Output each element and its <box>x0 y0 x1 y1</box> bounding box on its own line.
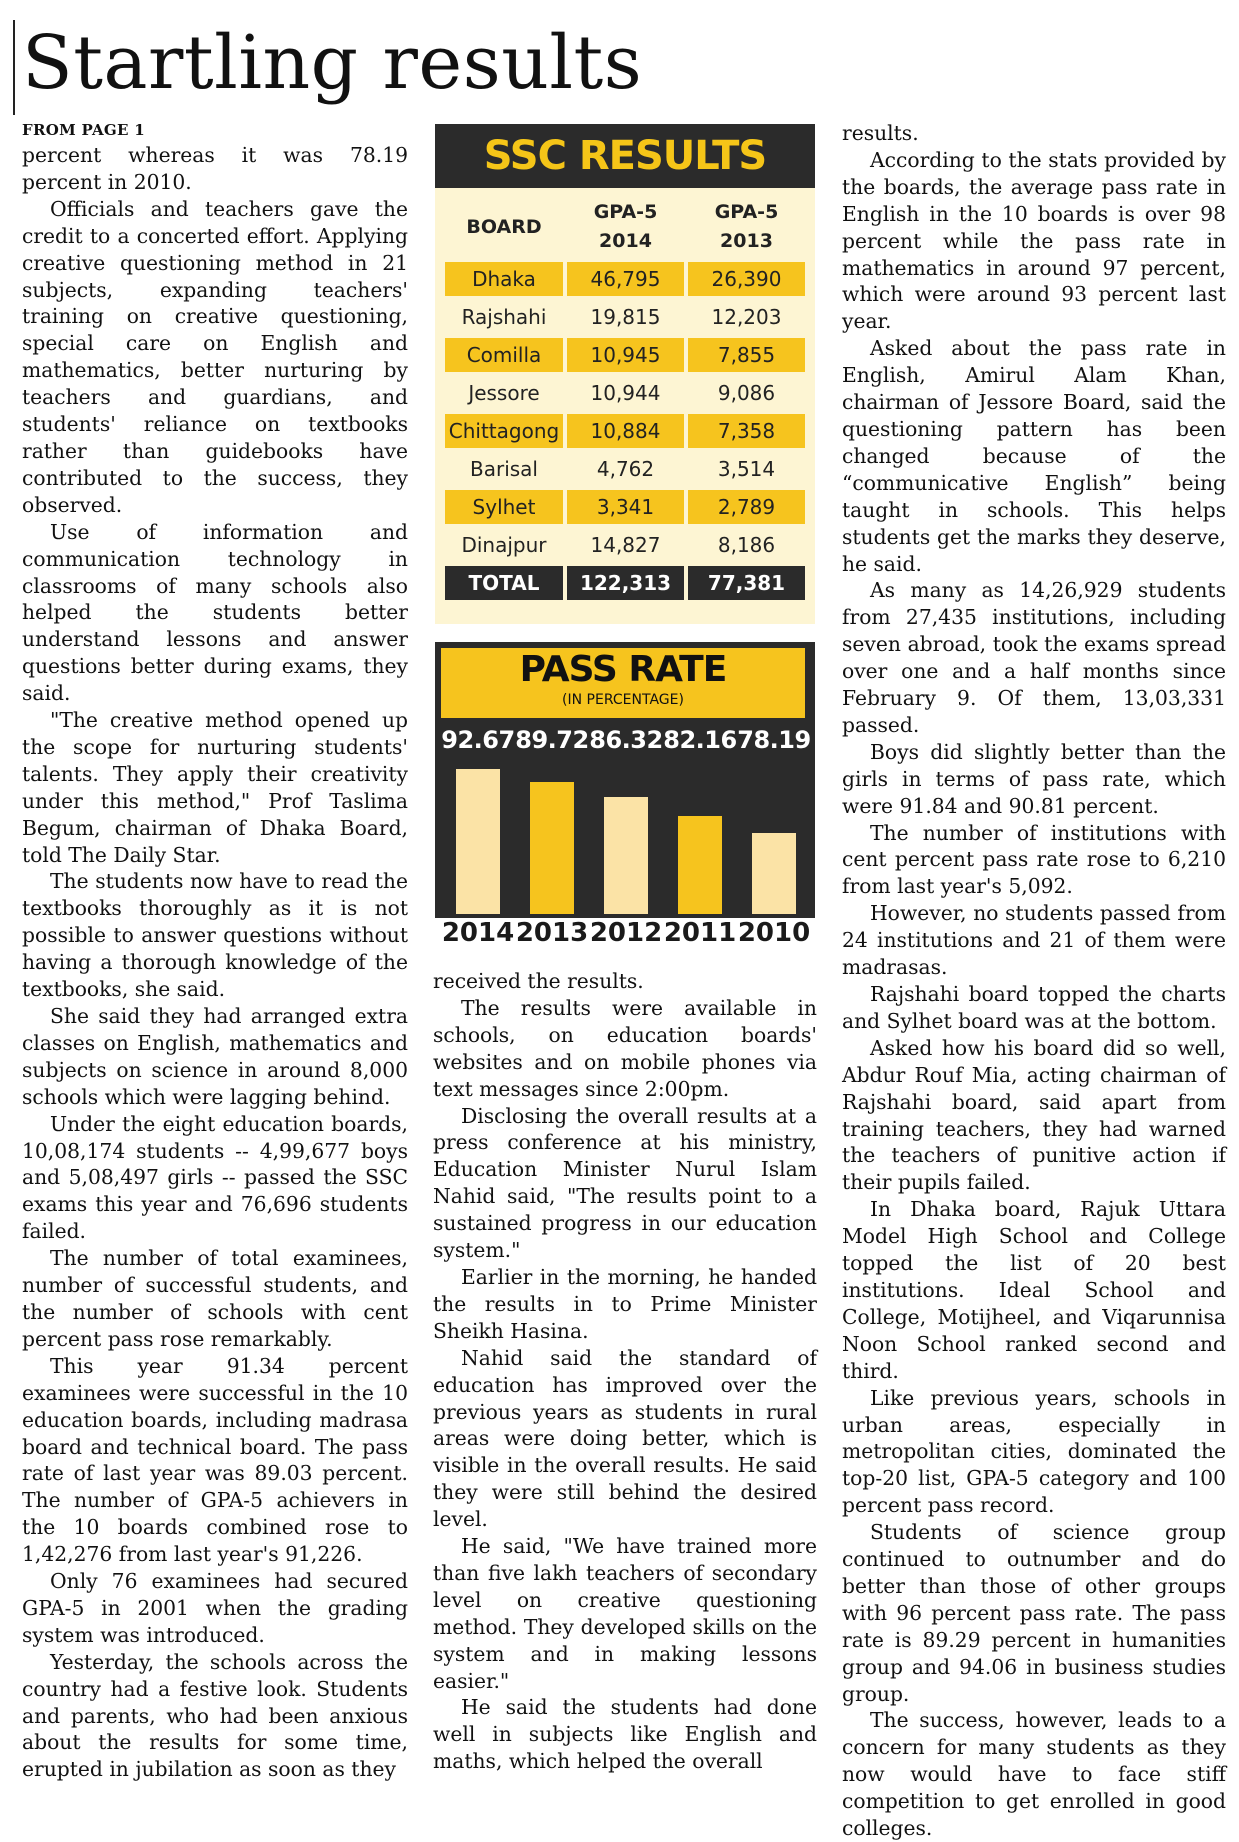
gpa5-2013-value: 7,855 <box>688 338 805 372</box>
ssc-results-table <box>435 124 815 624</box>
table-row <box>445 262 805 296</box>
pass-rate-bar <box>752 833 796 914</box>
paragraph: Earlier in the morning, he handed the results in to Prime Minister Sheikh Hasina. <box>433 1264 817 1343</box>
board-name: Chittagong <box>445 414 563 448</box>
gpa5-2013-value: 3,514 <box>688 452 805 486</box>
paragraph: received the results. <box>433 969 644 993</box>
year-label: 2013 <box>515 918 589 948</box>
paragraph: She said they had arranged extra classes on English, mathematics and subjects on science in around 8,000 schools which were lagging behind. <box>22 1004 408 1109</box>
gpa5-2013-value: 7,358 <box>688 414 805 448</box>
column-header-gpa5-2014: GPA-5 2014 <box>593 201 658 252</box>
paragraph: He said the students had done well in subjects like English and maths, which helped the overall <box>433 1695 817 1774</box>
paragraph: This year 91.34 percent examinees were successful in the 10 education boards, including madrasa board and technical board. The pass rate of last year was 89.03 percent. The number of GPA-5 achievers in the 10 boards combined rose to 1,42,276 from last year's 91,226. <box>22 1353 408 1567</box>
board-name: Dhaka <box>445 262 563 296</box>
paragraph: "The creative method opened up the scope for nurturing students' talents. They apply their creativity under this method," Prof Taslima Begum, chairman of Dhaka Board, told The Daily Star. <box>22 708 408 867</box>
table-row <box>445 414 805 448</box>
paragraph: Asked how his board did so well, Abdur Rouf Mia, acting chairman of Rajshahi board, said apart from training teachers, they had warned the teachers of punitive action if their pupils failed. <box>842 1035 1226 1195</box>
column-header-gpa5-2013: GPA-5 2013 <box>714 201 779 252</box>
paragraph: percent whereas it was 78.19 percent in 2010. <box>22 143 408 194</box>
pass-rate-bar <box>604 797 648 914</box>
paragraph: The number of institutions with cent percent pass rate rose to 6,210 from last year's 5,092. <box>842 820 1226 899</box>
paragraph: Boys did slightly better than the girls in terms of pass rate, which were 91.84 and 90.81 percent. <box>842 739 1226 818</box>
chart-subtitle: (IN PERCENTAGE) <box>562 692 684 708</box>
paragraph: results. <box>842 121 919 145</box>
table-row <box>445 376 805 410</box>
gpa5-2014-value: 10,944 <box>567 376 684 410</box>
gpa5-2014-value: 10,945 <box>567 338 684 372</box>
gpa5-2014-value: 3,341 <box>567 490 684 524</box>
gpa5-2014-value: 4,762 <box>567 452 684 486</box>
table-row <box>445 452 805 486</box>
paragraph: However, no students passed from 24 institutions and 21 of them were madrasas. <box>842 901 1226 980</box>
gpa5-2013-value: 9,086 <box>688 376 805 410</box>
paragraph: Students of science group continued to outnumber and do better than those of other groups with 96 percent pass rate. The pass rate is 89.29 percent in humanities group and 94.06 in business studies group. <box>842 1520 1226 1706</box>
paragraph: Disclosing the overall results at a press conference at his ministry, Education Minister Nurul Islam Nahid said, "The results point to a sustained progress in our education system." <box>433 1103 817 1263</box>
paragraph: Only 76 examinees had secured GPA-5 in 2001 when the grading system was introduced. <box>22 1569 408 1647</box>
article-column-2 <box>433 968 817 1774</box>
article-column-3 <box>842 120 1226 1841</box>
paragraph: According to the stats provided by the boards, the average pass rate in English in the 10 boards is over 98 percent while the pass rate in mathematics in around 97 percent, which were around 93 percent last year. <box>842 147 1226 334</box>
board-name: Jessore <box>445 376 563 410</box>
table-row <box>445 300 805 334</box>
column-rule <box>13 20 15 115</box>
board-name: Dinajpur <box>445 528 563 562</box>
gpa5-2013-value: 8,186 <box>688 528 805 562</box>
paragraph: Use of information and communication technology in classrooms of many schools also helped the students better understand lessons and answer questions better during exams, they said. <box>22 519 408 706</box>
pass-rate-bar <box>456 769 500 914</box>
gpa5-2013-value: 2,789 <box>688 490 805 524</box>
paragraph: The success, however, leads to a concern for many students as they now would have to face stiff competition to get enrolled in good colleges. <box>842 1708 1226 1841</box>
bar-value-label: 82.16 <box>663 726 737 754</box>
article-column-1 <box>22 120 408 1782</box>
paragraph: The number of total examinees, number of successful students, and the number of schools with cent percent pass rose remarkably. <box>22 1246 408 1351</box>
gpa5-2014-value: 19,815 <box>567 300 684 334</box>
ssc-results-title: SSC RESULTS <box>435 124 815 188</box>
paragraph: Yesterday, the schools across the country had a festive look. Students and parents, who had been anxious about the results for some time, erupted in jubilation as soon as they <box>22 1649 408 1782</box>
paragraph: In Dhaka board, Rajuk Uttara Model High School and College topped the list of 20 best institutions. Ideal School and College, Motijheel, and Viqarunnisa Noon School ranked second and third. <box>842 1197 1226 1383</box>
paragraph: The results were available in schools, on education boards' websites and on mobile phones via text messages since 2:00pm. <box>433 995 817 1101</box>
paragraph: Nahid said the standard of education has improved over the previous years as students in rural areas were doing better, which is visible in the overall results. He said they were still behind the desired level. <box>433 1345 817 1532</box>
year-label: 2011 <box>663 918 737 948</box>
board-name: Comilla <box>445 338 563 372</box>
board-name: Barisal <box>445 452 563 486</box>
table-total-row <box>445 566 805 600</box>
bar-value-label: 92.67 <box>441 726 515 754</box>
paragraph: The students now have to read the textbooks thoroughly as it is not possible to answer questions without having a thorough knowledge of the textbooks, she said. <box>22 869 408 1002</box>
paragraph: Rajshahi board topped the charts and Sylhet board was at the bottom. <box>842 982 1226 1033</box>
table-row <box>445 338 805 372</box>
year-label: 2010 <box>737 918 811 948</box>
board-name: Rajshahi <box>445 300 563 334</box>
year-label: 2014 <box>441 918 515 948</box>
column-header-board: BOARD <box>466 215 542 238</box>
gpa5-2013-value: 12,203 <box>688 300 805 334</box>
total-gpa5-2013: 77,381 <box>688 566 805 600</box>
pass-rate-chart <box>435 642 815 918</box>
table-row <box>445 490 805 524</box>
bar-value-label: 86.32 <box>589 726 663 754</box>
bar-value-label: 78.19 <box>737 726 811 754</box>
pass-rate-bar <box>678 816 722 914</box>
gpa5-2014-value: 14,827 <box>567 528 684 562</box>
continued-from-label: FROM PAGE 1 <box>22 121 146 139</box>
ssc-results-grid <box>441 192 809 604</box>
table-row <box>445 528 805 562</box>
paragraph: As many as 14,26,929 students from 27,435 institutions, including seven abroad, took the exams spread over one and a half months since February 9. Of them, 13,03,331 passed. <box>842 578 1226 737</box>
bar-value-label: 89.72 <box>515 726 589 754</box>
chart-title: PASS RATE <box>519 649 727 690</box>
headline: Startling results <box>22 20 643 106</box>
total-label: TOTAL <box>445 566 563 600</box>
pass-rate-banner <box>441 648 805 718</box>
paragraph: Like previous years, schools in urban areas, especially in metropolitan cities, dominated the top-20 list, GPA-5 category and 100 percent pass record. <box>842 1385 1226 1518</box>
paragraph: Asked about the pass rate in English, Amirul Alam Khan, chairman of Jessore Board, said the questioning pattern has been changed because of the “communicative English” being taught in schools. This helps students get the marks they deserve, he said. <box>842 336 1226 576</box>
paragraph: He said, "We have trained more than five lakh teachers of secondary level on creative questioning method. They developed skills on the system and in making lessons easier." <box>433 1534 817 1693</box>
paragraph: Under the eight education boards, 10,08,174 students -- 4,99,677 boys and 5,08,497 girls -- passed the SSC exams this year and 76,696 students failed. <box>22 1111 408 1244</box>
gpa5-2013-value: 26,390 <box>688 262 805 296</box>
board-name: Sylhet <box>445 490 563 524</box>
gpa5-2014-value: 10,884 <box>567 414 684 448</box>
year-label: 2012 <box>589 918 663 948</box>
pass-rate-bar <box>530 782 574 914</box>
total-gpa5-2014: 122,313 <box>567 566 684 600</box>
paragraph: Officials and teachers gave the credit to a concerted effort. Applying creative questioning method in 21 subjects, expanding teachers' training on creative questioning, special care on English and mathematics, better nurturing by teachers and guardians, and students' reliance on textbooks rather than guidebooks have contributed to the success, they observed. <box>22 196 408 517</box>
gpa5-2014-value: 46,795 <box>567 262 684 296</box>
